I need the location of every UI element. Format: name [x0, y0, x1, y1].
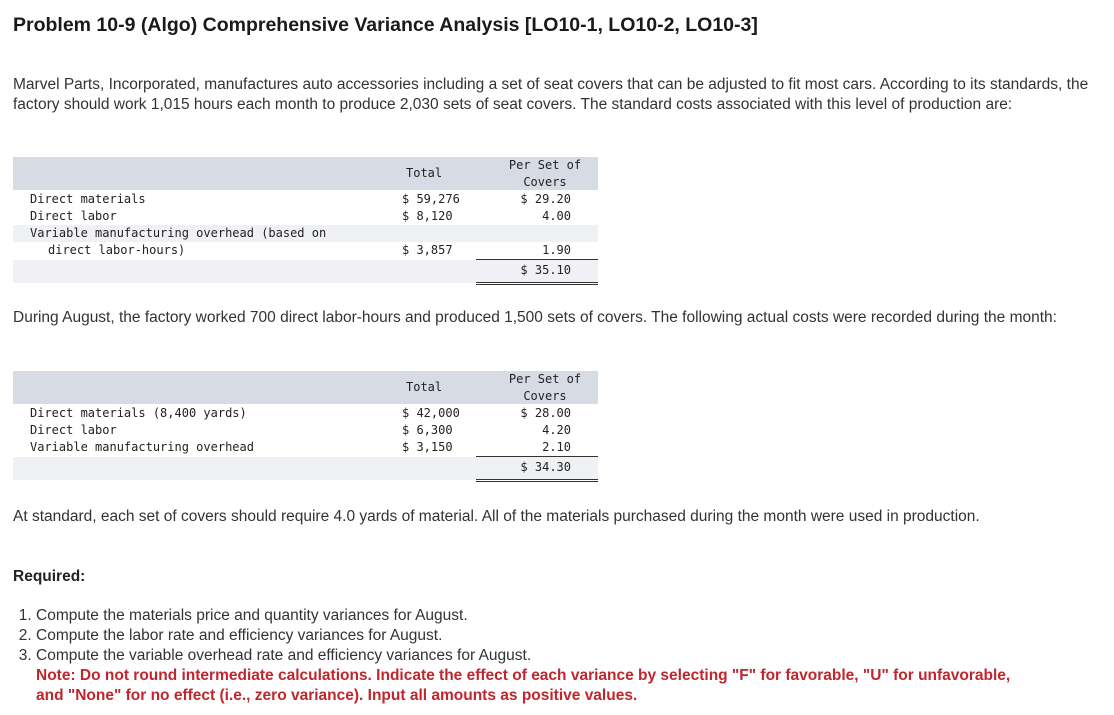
sum-double-underline — [476, 479, 598, 482]
row-per-direct-materials: $ 28.00 — [520, 406, 571, 420]
col-header-per-set-line2: Covers — [523, 389, 567, 403]
row-label-variable-overhead-cont: direct labor-hours) — [48, 243, 186, 257]
requirement-item: 3. Compute the variable overhead rate and efficiency variances for August. — [36, 646, 1096, 666]
row-total-variable-overhead: $ 3,857 — [402, 243, 453, 257]
row-total-direct-materials: $ 59,276 — [402, 192, 460, 206]
row-total-direct-materials: $ 42,000 — [402, 406, 460, 420]
row-per-direct-materials: $ 29.20 — [520, 192, 571, 206]
col-header-per-set-line2: Covers — [523, 175, 567, 189]
standard-cost-table — [13, 157, 598, 287]
col-header-per-set-line1: Per Set of — [508, 158, 582, 172]
sum-per-set: $ 35.10 — [520, 263, 571, 277]
row-per-direct-labor: 4.20 — [542, 423, 571, 437]
page-title: Problem 10-9 (Algo) Comprehensive Variance Analysis [LO10-1, LO10-2, LO10-3] — [13, 14, 758, 36]
requirement-item: 2. Compute the labor rate and efficiency variances for August. — [36, 626, 1096, 646]
row-per-variable-overhead: 1.90 — [542, 243, 571, 257]
row-per-direct-labor: 4.00 — [542, 209, 571, 223]
col-header-total: Total — [406, 380, 443, 394]
row-label-direct-materials: Direct materials (8,400 yards) — [30, 406, 247, 420]
sum-per-set: $ 34.30 — [520, 460, 571, 474]
august-paragraph: During August, the factory worked 700 direct labor-hours and produced 1,500 sets of covers. The following actual costs were recorded during the month: — [13, 309, 1057, 326]
sum-double-underline — [476, 282, 598, 285]
col-header-total: Total — [406, 166, 443, 180]
actual-cost-table — [13, 371, 598, 485]
row-label-variable-overhead: Variable manufacturing overhead (based on — [30, 226, 327, 240]
row-label-variable-overhead: Variable manufacturing overhead — [30, 440, 254, 454]
requirements-list — [0, 606, 1096, 666]
sum-band — [13, 260, 598, 283]
row-label-direct-materials: Direct materials — [30, 192, 146, 206]
row-total-direct-labor: $ 6,300 — [402, 423, 453, 437]
col-header-per-set-line1: Per Set of — [508, 372, 582, 386]
required-heading: Required: — [13, 568, 86, 585]
row-total-variable-overhead: $ 3,150 — [402, 440, 453, 454]
sum-band — [13, 457, 598, 480]
row-label-direct-labor: Direct labor — [30, 423, 117, 437]
row-total-direct-labor: $ 8,120 — [402, 209, 453, 223]
note-text: Note: Do not round intermediate calculations. Indicate the effect of each variance by selecting "F" for favorable, "U" for unfavorable, and "None" for no effect (i.e., zero variance). Input all amounts as positive values. — [36, 667, 1011, 704]
requirement-item: 1. Compute the materials price and quantity variances for August. — [36, 606, 1096, 626]
intro-paragraph: Marvel Parts, Incorporated, manufactures auto accessories including a set of seat covers that can be adjusted to fit most cars. According to its standards, the factory should work 1,015 hours each month to produce 2,030 sets of seat covers. The standard costs associated with this level of production are: — [13, 76, 1089, 113]
row-per-variable-overhead: 2.10 — [542, 440, 571, 454]
row-label-direct-labor: Direct labor — [30, 209, 117, 223]
standard-paragraph: At standard, each set of covers should require 4.0 yards of material. All of the materials purchased during the month were used in production. — [13, 508, 980, 525]
